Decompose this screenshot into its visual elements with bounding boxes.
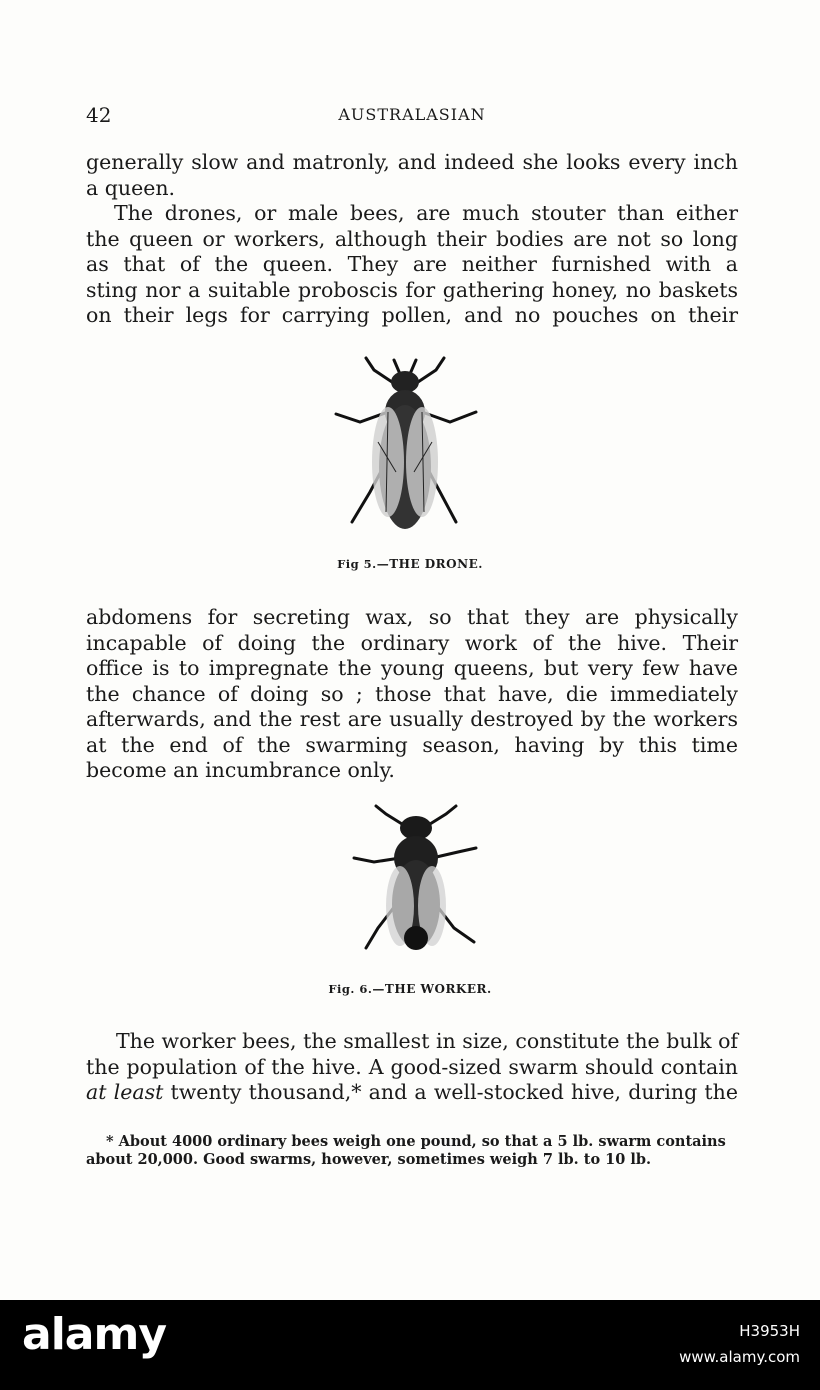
text-line: as that of the queen. They are neither furnished with a [86, 252, 738, 276]
watermark-image-id: H3953H [739, 1322, 800, 1340]
text-line: on their legs for carrying pollen, and no pouches on their [86, 303, 738, 327]
text-line: the chance of doing so ; those that have, die immediately [86, 681, 738, 706]
watermark-url: www.alamy.com [679, 1348, 800, 1366]
paragraph-drones [86, 201, 738, 329]
text-line: a queen. [86, 175, 176, 200]
page-number: 42 [86, 103, 112, 127]
text-line: the population of the hive. A good-sized swarm should contain [86, 1054, 738, 1079]
text-line: at the end of the swarming season, having by this time [86, 732, 738, 757]
paragraph-workers [86, 1029, 738, 1106]
text-run: twenty thousand,* and a well-stocked hive, during the [163, 1080, 738, 1104]
drone-illustration [330, 352, 480, 542]
footnote-line: about 20,000. Good swarms, however, sometimes weigh 7 lb. to 10 lb. [86, 1151, 652, 1168]
text-line: The drones, or male bees, are much stouter than either [114, 201, 738, 225]
text-line: abdomens for secreting wax, so that they are physically [86, 605, 738, 629]
figure-6-title: —THE WORKER. [372, 982, 492, 996]
running-head: AUSTRALASIAN [338, 105, 486, 124]
page-header [86, 103, 738, 129]
watermark-logo: alamy [22, 1309, 166, 1360]
text-line [86, 1080, 738, 1106]
text-line: afterwards, and the rest are usually destroyed by the workers [86, 707, 738, 731]
figure-5-caption [0, 557, 820, 571]
paragraph-queen-end [86, 150, 738, 201]
text-line: The worker bees, the smallest in size, constitute the bulk of [116, 1029, 738, 1053]
worker-illustration [350, 802, 482, 962]
figure-5-number: Fig 5. [337, 557, 377, 571]
text-line: sting nor a suitable proboscis for gathering honey, no baskets [86, 277, 738, 302]
footnote-line: * About 4000 ordinary bees weigh one pound, so that a 5 lb. swarm contains [106, 1133, 726, 1150]
text-line: incapable of doing the ordinary work of the hive. Their [86, 630, 738, 655]
emphasis-at-least: at least [86, 1080, 164, 1104]
text-line: office is to impregnate the young queens, but very few have [86, 656, 738, 680]
footnote [86, 1133, 742, 1169]
figure-5-title: —THE DRONE. [376, 557, 483, 571]
figure-6-caption [0, 982, 820, 996]
paragraph-drone-duties [86, 605, 738, 784]
text-line: become an incumbrance only. [86, 758, 395, 782]
text-line: the queen or workers, although their bodies are not so long [86, 226, 738, 251]
text-line: generally slow and matronly, and indeed she looks every inch [86, 150, 738, 174]
figure-6-number: Fig. 6. [328, 982, 373, 996]
